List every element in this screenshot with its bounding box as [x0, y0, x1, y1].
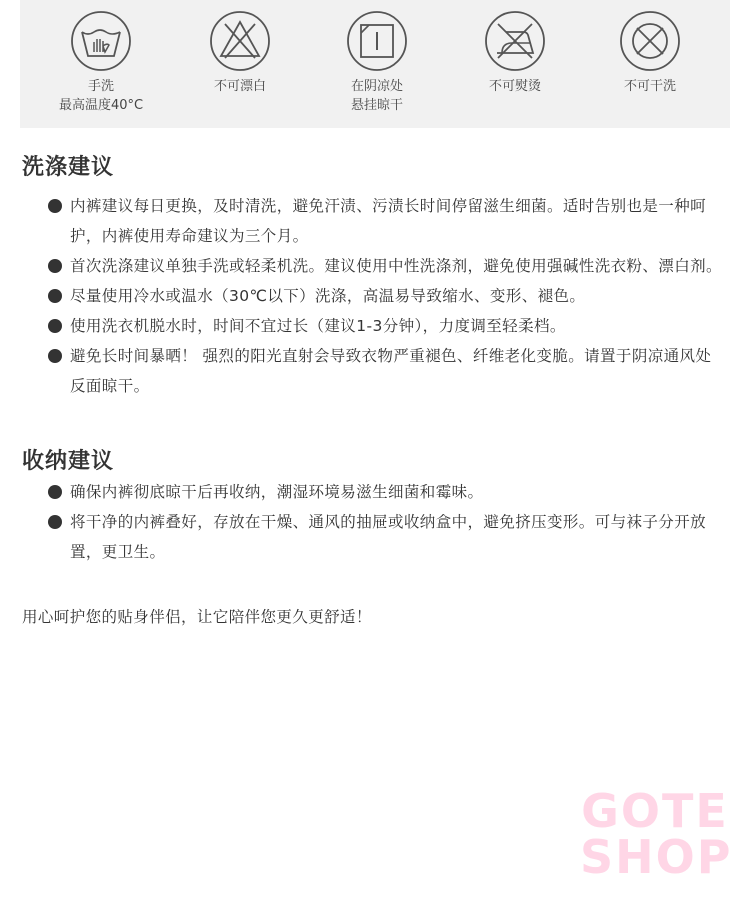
care-item-no-bleach	[180, 10, 300, 96]
care-label: 不可熨烫	[488, 79, 541, 94]
care-label: 不可干洗	[623, 79, 676, 94]
care-item-shade-dry	[317, 10, 437, 115]
watermark-line-2: SHOP	[580, 830, 733, 884]
tip-text: 避免长时间暴晒！ 强烈的阳光直射会导致衣物严重褪色、纤维老化变脆。请置于阴凉通风处反面晾干。	[70, 347, 712, 395]
storage-section-title: 收纳建议	[22, 449, 115, 474]
gote-shop-watermark-logo	[580, 784, 733, 884]
bullet-icon	[48, 485, 62, 499]
list-item	[48, 507, 724, 567]
tip-text: 确保内裤彻底晾干后再收纳，潮湿环境易滋生细菌和霉味。	[70, 483, 484, 501]
washing-section-title: 洗涤建议	[22, 155, 115, 180]
list-item	[48, 311, 724, 341]
bullet-icon	[48, 515, 62, 529]
list-item	[48, 251, 724, 281]
care-item-hand-wash	[41, 10, 161, 115]
no-dry-clean-icon	[619, 10, 681, 72]
list-item	[48, 191, 724, 251]
tip-text: 使用洗衣机脱水时，时间不宜过长（建议1-3分钟），力度调至轻柔档。	[70, 317, 566, 335]
no-bleach-triangle-icon	[209, 10, 271, 72]
bullet-icon	[48, 259, 62, 273]
bullet-icon	[48, 319, 62, 333]
no-iron-icon	[484, 10, 546, 72]
care-label: 在阴凉处 悬挂晾干	[350, 79, 403, 113]
care-item-no-dry-clean	[590, 10, 710, 96]
bullet-icon	[48, 289, 62, 303]
tip-text: 内裤建议每日更换，及时清洗，避免汗渍、污渍长时间停留滋生细菌。适时告别也是一种呵护，内裤使用寿命建议为三个月。	[70, 197, 707, 245]
list-item	[48, 477, 724, 507]
tip-text: 尽量使用冷水或温水（30℃以下）洗涤，高温易导致缩水、变形、褪色。	[70, 287, 586, 305]
care-item-no-iron	[455, 10, 575, 96]
bullet-icon	[48, 199, 62, 213]
shade-dry-hanging-icon	[346, 10, 408, 72]
closing-message: 用心呵护您的贴身伴侣，让它陪伴您更久更舒适！	[22, 608, 372, 626]
storage-tips-list	[48, 477, 724, 567]
care-label: 不可漂白	[213, 79, 266, 94]
list-item	[48, 341, 724, 401]
care-symbols-panel	[20, 0, 730, 128]
hand-wash-tub-icon	[70, 10, 132, 72]
watermark-line-1: GOTE	[581, 784, 729, 838]
tip-text: 首次洗涤建议单独手洗或轻柔机洗。建议使用中性洗涤剂，避免使用强碱性洗衣粉、漂白剂。	[70, 257, 722, 275]
washing-tips-list	[48, 191, 724, 401]
tip-text: 将干净的内裤叠好，存放在干燥、通风的抽屉或收纳盒中，避免挤压变形。可与袜子分开放置，更卫生。	[70, 513, 707, 561]
bullet-icon	[48, 349, 62, 363]
list-item	[48, 281, 724, 311]
care-label: 手洗 最高温度40°C	[58, 79, 144, 113]
